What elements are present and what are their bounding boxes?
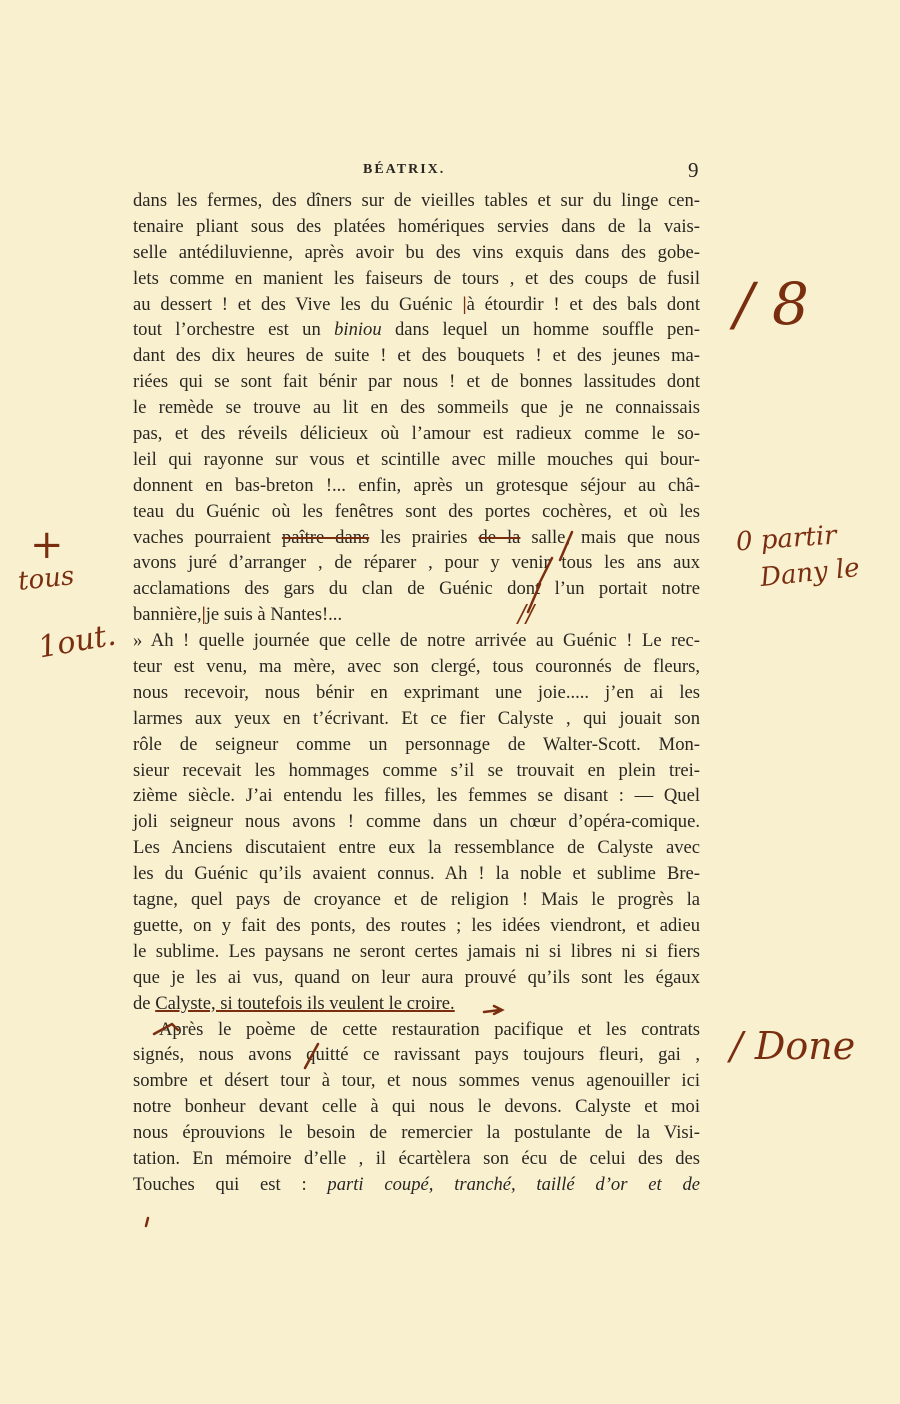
text-line: vaches pourraient paître dans les prairies de la salle, mais que nous xyxy=(133,526,701,548)
italic-word: biniou xyxy=(334,319,382,341)
text-line: dans les fermes, des dîners sur de vieilles tables et sur du linge cen- xyxy=(133,190,700,211)
text-line: larmes aux yeux en t’écrivant. Et ce fier Calyste , qui jouait son xyxy=(133,707,700,729)
text-line: donnent en bas-breton !... enfin, après un grotesque séjour au châ- xyxy=(133,474,700,496)
text-line: rôle de seigneur comme un personnage de Walter-Scott. Mon- xyxy=(133,733,700,755)
text-line: Les Anciens discutaient entre eux la ressemblance de Calyste avec xyxy=(133,837,700,859)
text-line: nous éprouvions le besoin de remercier la postulante de la Visi- xyxy=(133,1122,700,1144)
italic-phrase: parti coupé, tranché, taillé d’or et de xyxy=(327,1173,700,1195)
running-title: BÉATRIX. xyxy=(363,162,446,177)
text-line: leil qui rayonne sur vous et scintille avec mille mouches qui bour- xyxy=(133,448,700,470)
margin-note-right-2: Dany le xyxy=(758,552,862,594)
text-line: Touches qui est : parti coupé, tranché, taillé d’or et de xyxy=(133,1173,700,1195)
text-line: joli seigneur nous avons ! comme dans un chœur d’opéra-comique. xyxy=(133,811,700,833)
text-line: » Ah ! quelle journée que celle de notre arrivée au Guénic ! Le rec- xyxy=(133,630,700,652)
margin-note-left-1: tous xyxy=(16,561,76,597)
margin-note-right-3: / Done xyxy=(730,1024,856,1068)
text-line: sombre et désert tour à tour, et nous sommes venus agenouiller ici xyxy=(133,1070,700,1092)
struck-text: de la xyxy=(478,526,521,548)
text-line: zième siècle. J’ai entendu les filles, les femmes se disant : — Quel xyxy=(133,785,700,807)
margin-note-right-1: 0 partir xyxy=(735,520,838,558)
page-header xyxy=(0,158,900,182)
text-line: signés, nous avons quitté ce ravissant pays toujours fleuri, gai , xyxy=(133,1044,700,1066)
text-line: sieur recevait les hommages comme s’il se trouvait en plein trei- xyxy=(133,759,700,781)
text-line: guette, on y fait des ponts, des routes ; les idées viendront, et adieu xyxy=(133,914,700,936)
text-line: bannière,|je suis à Nantes!... xyxy=(133,604,343,626)
text-line: tenaire pliant sous des platées homériques servies dans de la vais- xyxy=(133,215,700,237)
text-line: dant des dix heures de suite ! et des bouquets ! et des jeunes ma- xyxy=(133,345,700,367)
text-line: notre bonheur devant celle à qui nous le devons. Calyste et moi xyxy=(133,1096,700,1118)
underlined-text: Calyste, si toutefois ils veulent le croire. xyxy=(155,992,455,1014)
text-line: les du Guénic qu’ils avaient connus. Ah ! la noble et sublime Bre- xyxy=(133,863,700,885)
body-text xyxy=(133,188,700,1198)
text-line: teur est venu, ma mère, avec son clergé, tous couronnés de fleurs, xyxy=(133,656,700,678)
text-line: le sublime. Les paysans ne seront certes jamais ni si libres ni si fiers xyxy=(133,940,700,962)
margin-cross-mark: + xyxy=(30,522,64,568)
text-line: au dessert ! et des Vive les du Guénic |à étourdir ! et des bals dont xyxy=(133,293,700,315)
text-line: tation. En mémoire d’elle , il écartèlera son écu de celui des des xyxy=(133,1147,700,1169)
insertion-mark: | xyxy=(462,293,467,315)
text-line: avons juré d’arranger , de réparer , pour y venir tous les ans aux xyxy=(133,552,700,574)
insertion-mark: | xyxy=(201,604,206,626)
text-line: acclamations des gars du clan de Guénic dont l’un portait notre xyxy=(133,578,700,600)
margin-mark-right-1: / 8 xyxy=(734,270,809,338)
text-line: Après le poème de cette restauration pacifique et les contrats xyxy=(159,1018,700,1040)
text-line: selle antédiluvienne, après avoir bu des vins exquis dans des gobe- xyxy=(133,241,700,263)
text-line: le remède se trouve au lit en des sommeils que je ne connaissais xyxy=(133,397,700,419)
text-line: teau du Guénic où les fenêtres sont des portes cochères, et où les xyxy=(133,500,700,522)
text-line: lets comme en manient les faiseurs de tours , et des coups de fusil xyxy=(133,267,700,289)
text-line: nous recevoir, nous bénir en exprimant une joie..... j’en ai les xyxy=(133,681,700,703)
text-line: tagne, quel pays de croyance et de religion ! Mais le progrès la xyxy=(133,889,700,911)
struck-text: paître dans xyxy=(281,526,370,548)
text-line: riées qui se sont fait bénir par nous ! et de bonnes lassitudes dont xyxy=(133,371,700,393)
text-line: que je les ai vus, quand on leur aura prouvé qu’ils sont les égaux xyxy=(133,966,700,988)
text-line: de Calyste, si toutefois ils veulent le croire. xyxy=(133,992,455,1014)
text-line: pas, et des réveils délicieux où l’amour est radieux comme le so- xyxy=(133,423,700,445)
correction-mark-mid: // xyxy=(518,600,535,628)
page-number: 9 xyxy=(688,158,699,182)
text-line: tout l’orchestre est un biniou dans lequel un homme souffle pen- xyxy=(133,319,701,341)
margin-note-left-2: 1out. xyxy=(35,617,119,666)
